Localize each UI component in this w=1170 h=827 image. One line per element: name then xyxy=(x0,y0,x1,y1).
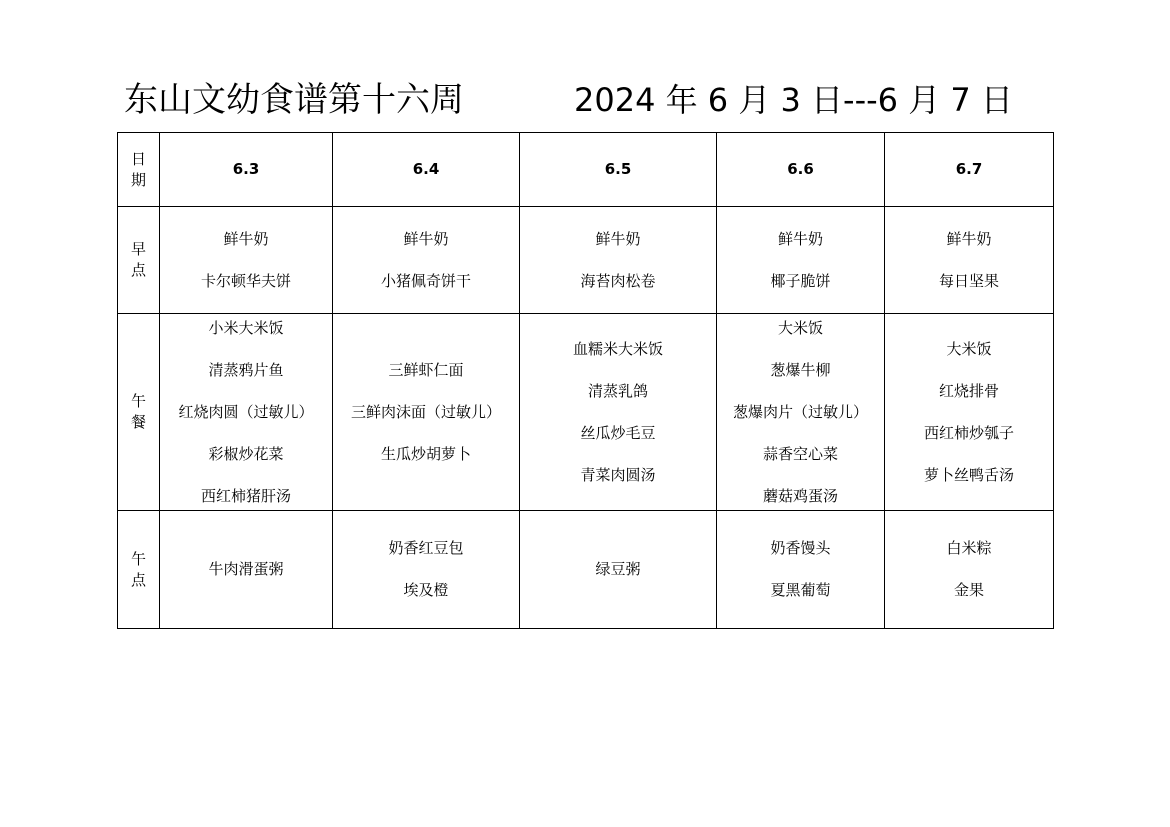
dish: 鲜牛奶 xyxy=(946,229,992,248)
lunch-cell xyxy=(717,314,885,511)
dish: 清蒸鸦片鱼 xyxy=(208,360,284,379)
dish: 埃及橙 xyxy=(403,581,449,599)
dish: 红烧肉圆（过敏儿） xyxy=(178,402,314,421)
row-label-breakfast: 早点 xyxy=(118,207,160,314)
breakfast-row xyxy=(118,207,1054,314)
dish: 卡尔顿华夫饼 xyxy=(200,271,291,290)
dish: 海苔肉松卷 xyxy=(580,271,656,290)
date-cell: 6.5 xyxy=(520,133,717,207)
dish: 鲜牛奶 xyxy=(777,229,823,248)
dish: 葱爆牛柳 xyxy=(770,360,831,379)
dish: 白米粽 xyxy=(946,539,992,557)
row-label-snack: 午点 xyxy=(118,511,160,629)
snack-row xyxy=(118,511,1054,629)
lunch-cell xyxy=(160,314,333,511)
snack-cell xyxy=(333,511,520,629)
date-cell: 6.3 xyxy=(160,133,333,207)
dish: 清蒸乳鸽 xyxy=(587,381,648,400)
dish: 西红柿炒瓠子 xyxy=(923,423,1014,442)
dish: 奶香馒头 xyxy=(770,539,831,557)
dish: 小猪佩奇饼干 xyxy=(380,271,471,290)
breakfast-cell xyxy=(520,207,717,314)
dish: 每日坚果 xyxy=(938,271,999,290)
dish: 牛肉滑蛋粥 xyxy=(208,560,284,578)
dish: 血糯米大米饭 xyxy=(572,339,663,358)
date-row xyxy=(118,133,1054,207)
snack-cell xyxy=(520,511,717,629)
dish: 蘑菇鸡蛋汤 xyxy=(762,486,838,505)
dish: 三鲜虾仁面 xyxy=(388,360,464,379)
lunch-cell xyxy=(885,314,1054,511)
dish: 萝卜丝鸭舌汤 xyxy=(923,465,1014,484)
dish: 鲜牛奶 xyxy=(403,229,449,248)
dish: 绿豆粥 xyxy=(595,560,641,578)
breakfast-cell xyxy=(717,207,885,314)
date-cell: 6.7 xyxy=(885,133,1054,207)
dish: 大米饭 xyxy=(946,339,992,358)
breakfast-cell xyxy=(160,207,333,314)
snack-cell xyxy=(885,511,1054,629)
dish: 小米大米饭 xyxy=(208,318,284,337)
dish: 红烧排骨 xyxy=(938,381,999,400)
date-cell: 6.6 xyxy=(717,133,885,207)
date-range: 2024 年 6 月 3 日---6 月 7 日 xyxy=(574,81,1013,119)
breakfast-cell xyxy=(333,207,520,314)
page-title: 东山文幼食谱第十六周 xyxy=(124,80,464,120)
dish: 鲜牛奶 xyxy=(223,229,269,248)
dish: 彩椒炒花菜 xyxy=(208,444,284,463)
dish: 西红柿猪肝汤 xyxy=(200,486,291,505)
row-label-lunch: 午餐 xyxy=(118,314,160,511)
menu-table xyxy=(117,132,1054,629)
lunch-cell xyxy=(333,314,520,511)
dish: 青菜肉圆汤 xyxy=(580,465,656,484)
dish: 金果 xyxy=(953,581,984,599)
dish: 葱爆肉片（过敏儿） xyxy=(732,402,868,421)
dish: 蒜香空心菜 xyxy=(762,444,838,463)
date-cell: 6.4 xyxy=(333,133,520,207)
dish: 夏黑葡萄 xyxy=(770,581,831,599)
dish: 奶香红豆包 xyxy=(388,539,464,557)
row-label-date: 日期 xyxy=(118,133,160,207)
snack-cell xyxy=(717,511,885,629)
dish: 生瓜炒胡萝卜 xyxy=(380,444,471,463)
dish: 鲜牛奶 xyxy=(595,229,641,248)
lunch-cell xyxy=(520,314,717,511)
dish: 丝瓜炒毛豆 xyxy=(580,423,656,442)
dish: 椰子脆饼 xyxy=(770,271,831,290)
dish: 三鲜肉沫面（过敏儿） xyxy=(350,402,501,421)
dish: 大米饭 xyxy=(777,318,823,337)
lunch-row xyxy=(118,314,1054,511)
snack-cell xyxy=(160,511,333,629)
breakfast-cell xyxy=(885,207,1054,314)
